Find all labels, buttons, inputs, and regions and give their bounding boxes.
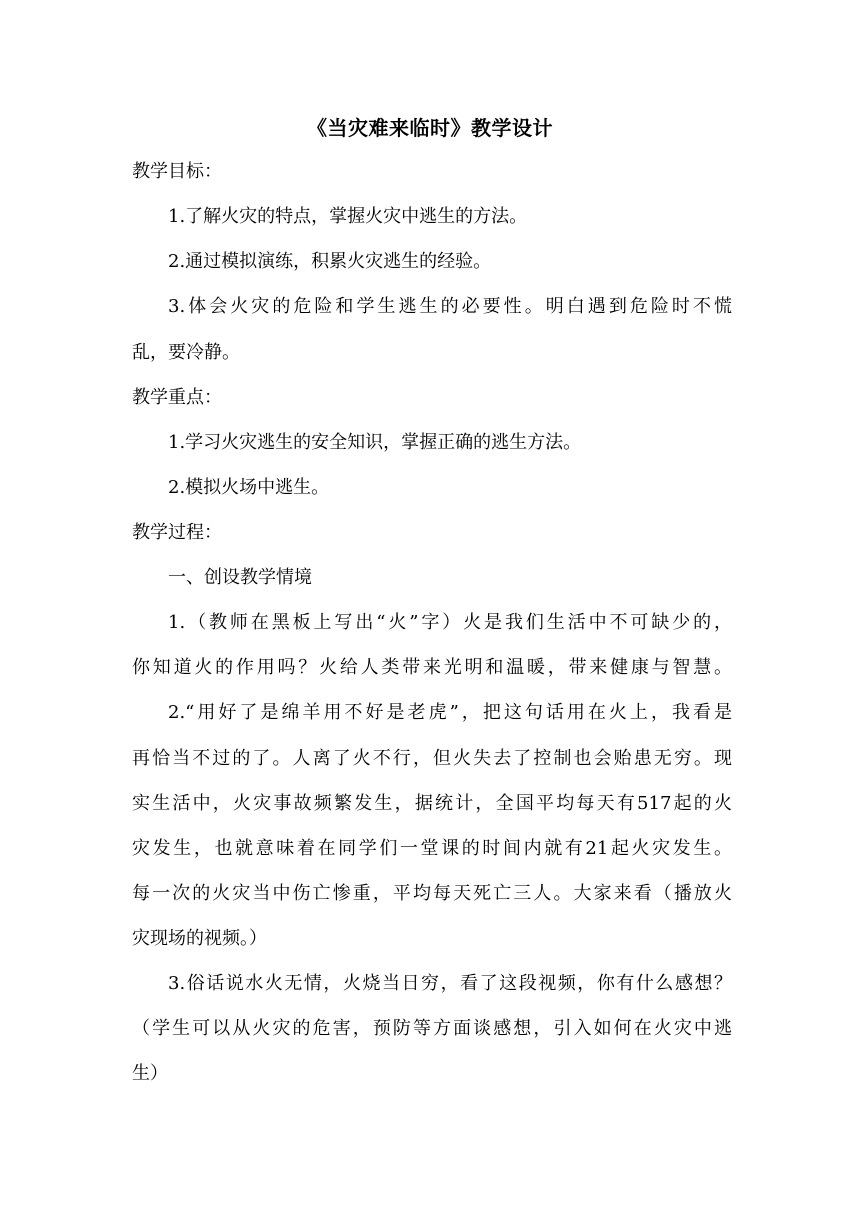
section-heading-objectives: 教学目标： [132,161,222,182]
paragraph-2-line-1: 2.“用好了是绵羊用不好是老虎”，把这句话用在火上，我看是 [168,702,732,723]
paragraph-1-line-1: 1.（教师在黑板上写出“火”字）火是我们生活中不可缺少的， [168,612,732,633]
paragraph-2-line-2: 再恰当不过的了。人离了火不行，但火失去了控制也会贻患无穷。现 [132,748,732,769]
paragraph-2-line-4: 灾发生，也就意味着在同学们一堂课的时间内就有21起火灾发生。 [132,838,732,859]
paragraph-2-line-5: 每一次的火灾当中伤亡惨重，平均每天死亡三人。大家来看（播放火 [132,883,732,904]
key-point-2: 2.模拟火场中逃生。 [168,477,330,498]
process-step-heading: 一、创设教学情境 [168,567,312,588]
paragraph-3-line-3: 生） [132,1063,168,1084]
objective-1: 1.了解火灾的特点，掌握火灾中逃生的方法。 [168,206,528,227]
paragraph-1-line-2: 你知道火的作用吗？火给人类带来光明和温暖，带来健康与智慧。 [132,657,732,678]
paragraph-2-line-6: 灾现场的视频。） [132,928,267,949]
objective-3-line-1: 3.体会火灾的危险和学生逃生的必要性。明白遇到危险时不慌 [168,296,732,317]
document-title: 《当灾难来临时》教学设计 [307,116,553,140]
key-point-1: 1.学习火灾逃生的安全知识，掌握正确的逃生方法。 [168,432,582,453]
paragraph-3-line-1: 3.俗话说水火无情，火烧当日穷，看了这段视频，你有什么感想？ [168,973,732,994]
paragraph-2-line-3: 实生活中，火灾事故频繁发生，据统计，全国平均每天有517起的火 [132,793,732,814]
section-heading-process: 教学过程： [132,522,222,543]
objective-3-line-2: 乱，要冷静。 [132,342,240,363]
objective-2: 2.通过模拟演练，积累火灾逃生的经验。 [168,251,492,272]
section-heading-key-points: 教学重点： [132,387,222,408]
paragraph-3-line-2: （学生可以从火灾的危害，预防等方面谈感想，引入如何在火灾中逃 [132,1018,732,1039]
